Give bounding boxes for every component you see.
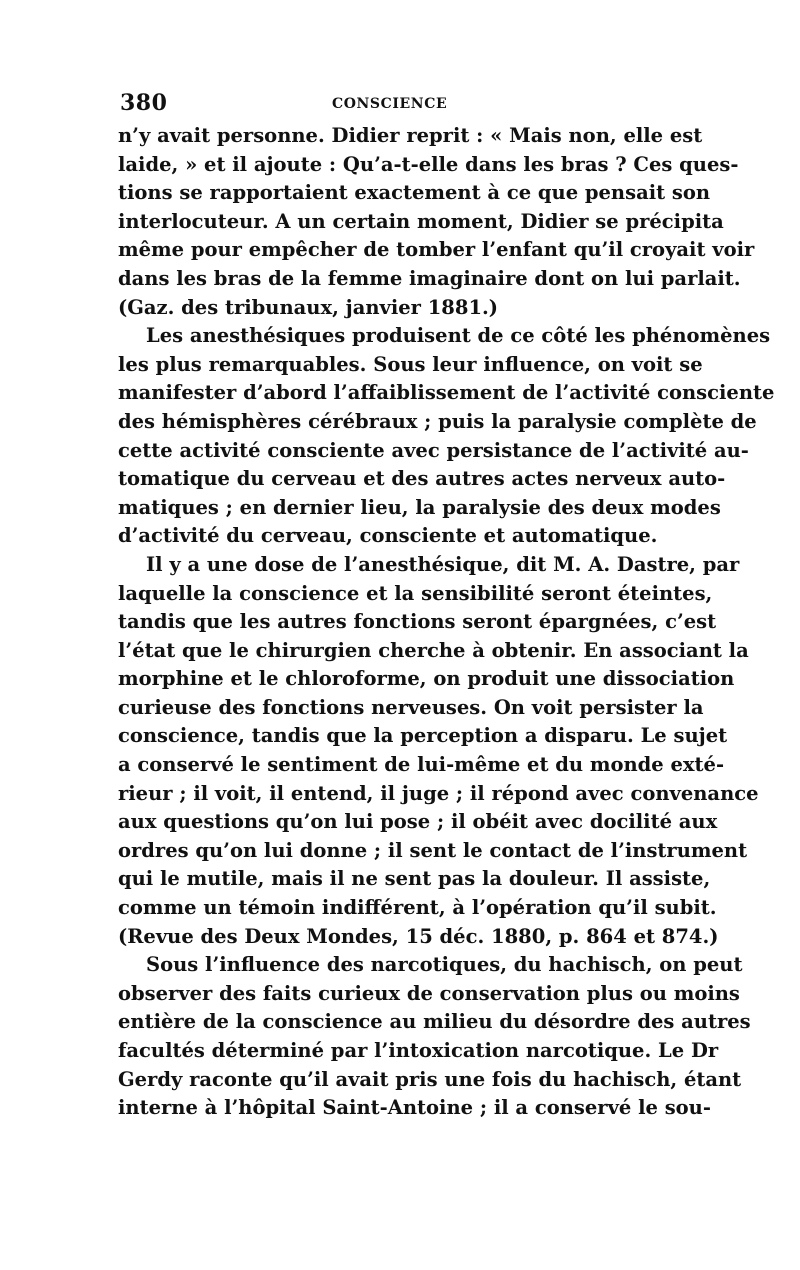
- paragraph-first-line: Il y a une dose de l’anesthésique, dit M. A. Dastre, par: [146, 552, 740, 576]
- body-text: [118, 122, 775, 1123]
- text-line: matiques ; en dernier lieu, la paralysie des deux modes: [118, 495, 721, 519]
- citation-line: (Gaz. des tribunaux, janvier 1881.): [118, 295, 499, 319]
- text-line: interne à l’hôpital Saint-Antoine ; il a conservé le sou-: [118, 1096, 711, 1120]
- citation-line: (Revue des Deux Mondes, 15 déc. 1880, p. 864 et 874.): [118, 924, 719, 948]
- text-line: même pour empêcher de tomber l’enfant qu’il croyait voir: [118, 238, 755, 262]
- text-line: Gerdy raconte qu’il avait pris une fois du hachisch, étant: [118, 1067, 742, 1091]
- text-line: dans les bras de la femme imaginaire dont on lui parlait.: [118, 266, 741, 290]
- text-line: tandis que les autres fonctions seront épargnées, c’est: [118, 610, 717, 634]
- text-line: curieuse des fonctions nerveuses. On voit persister la: [118, 695, 704, 719]
- text-line: morphine et le chloroforme, on produit une dissociation: [118, 667, 735, 691]
- text-line: aux questions qu’on lui pose ; il obéit avec docilité aux: [118, 810, 718, 834]
- text-line: entière de la conscience au milieu du désordre des autres: [118, 1010, 751, 1034]
- text-line: conscience, tandis que la perception a disparu. Le sujet: [118, 724, 728, 748]
- text-line: rieur ; il voit, il entend, il juge ; il répond avec convenance: [118, 781, 759, 805]
- book-page: [118, 88, 775, 1123]
- text-line: comme un témoin indifférent, à l’opération qu’il subit.: [118, 896, 717, 920]
- paragraph-first-line: Sous l’influence des narcotiques, du hachisch, on peut: [146, 953, 743, 977]
- text-line: facultés déterminé par l’intoxication narcotique. Le Dr: [118, 1039, 719, 1062]
- text-line: des hémisphères cérébraux ; puis la paralysie complète de: [118, 409, 757, 433]
- text-line: a conservé le sentiment de lui-même et du monde exté-: [118, 753, 725, 777]
- text-line: d’activité du cerveau, consciente et automatique.: [118, 524, 658, 548]
- text-line: les plus remarquables. Sous leur influence, on voit se: [118, 352, 703, 376]
- text-line: laquelle la conscience et la sensibilité seront éteintes,: [118, 581, 713, 605]
- text-line: laide, » et il ajoute : Qu’a-t-elle dans les bras ? Ces ques-: [118, 152, 739, 176]
- text-line: l’état que le chirurgien cherche à obtenir. En associant la: [118, 638, 749, 662]
- text-line: cette activité consciente avec persistance de l’activité au-: [118, 438, 749, 462]
- text-line: ordres qu’on lui donne ; il sent le contact de l’instrument: [118, 838, 748, 862]
- text-line: tomatique du cerveau et des autres actes nerveux auto-: [118, 467, 726, 491]
- running-head: [118, 88, 678, 122]
- running-title: CONSCIENCE: [332, 96, 448, 112]
- text-line: observer des faits curieux de conservation plus ou moins: [118, 981, 740, 1005]
- text-line: n’y avait personne. Didier reprit : « Mais non, elle est: [118, 124, 703, 147]
- text-line: interlocuteur. A un certain moment, Didier se précipita: [118, 209, 724, 233]
- text-line: tions se rapportaient exactement à ce que pensait son: [118, 181, 711, 205]
- text-line: qui le mutile, mais il ne sent pas la douleur. Il assiste,: [118, 867, 711, 891]
- paragraph-first-line: Les anesthésiques produisent de ce côté les phénomènes: [146, 324, 771, 348]
- page-number: 380: [120, 90, 168, 116]
- text-line: manifester d’abord l’affaiblissement de l’activité consciente: [118, 381, 775, 405]
